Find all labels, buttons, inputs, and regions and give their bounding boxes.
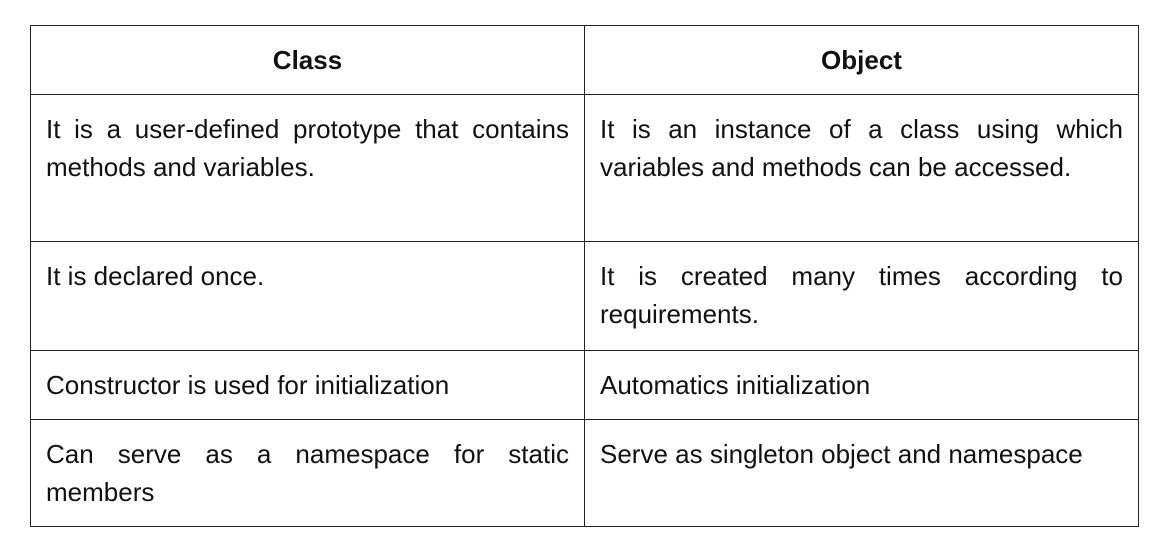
object-cell: Automatics initialization: [585, 351, 1139, 420]
class-cell: It is a user-defined prototype that contains methods and variables.: [31, 95, 585, 242]
column-header-object: Object: [585, 26, 1139, 95]
comparison-table: [30, 25, 1139, 527]
column-header-class: Class: [31, 26, 585, 95]
table-row: [31, 420, 1139, 527]
class-cell: It is declared once.: [31, 242, 585, 351]
table-row: [31, 351, 1139, 420]
table-row: [31, 95, 1139, 242]
object-cell: It is created many times according to requirements.: [585, 242, 1139, 351]
class-cell: Can serve as a namespace for static members: [31, 420, 585, 527]
object-cell: It is an instance of a class using which variables and methods can be accessed.: [585, 95, 1139, 242]
object-cell: Serve as singleton object and namespace: [585, 420, 1139, 527]
table-row: [31, 242, 1139, 351]
table-header-row: [31, 26, 1139, 95]
class-cell: Constructor is used for initialization: [31, 351, 585, 420]
